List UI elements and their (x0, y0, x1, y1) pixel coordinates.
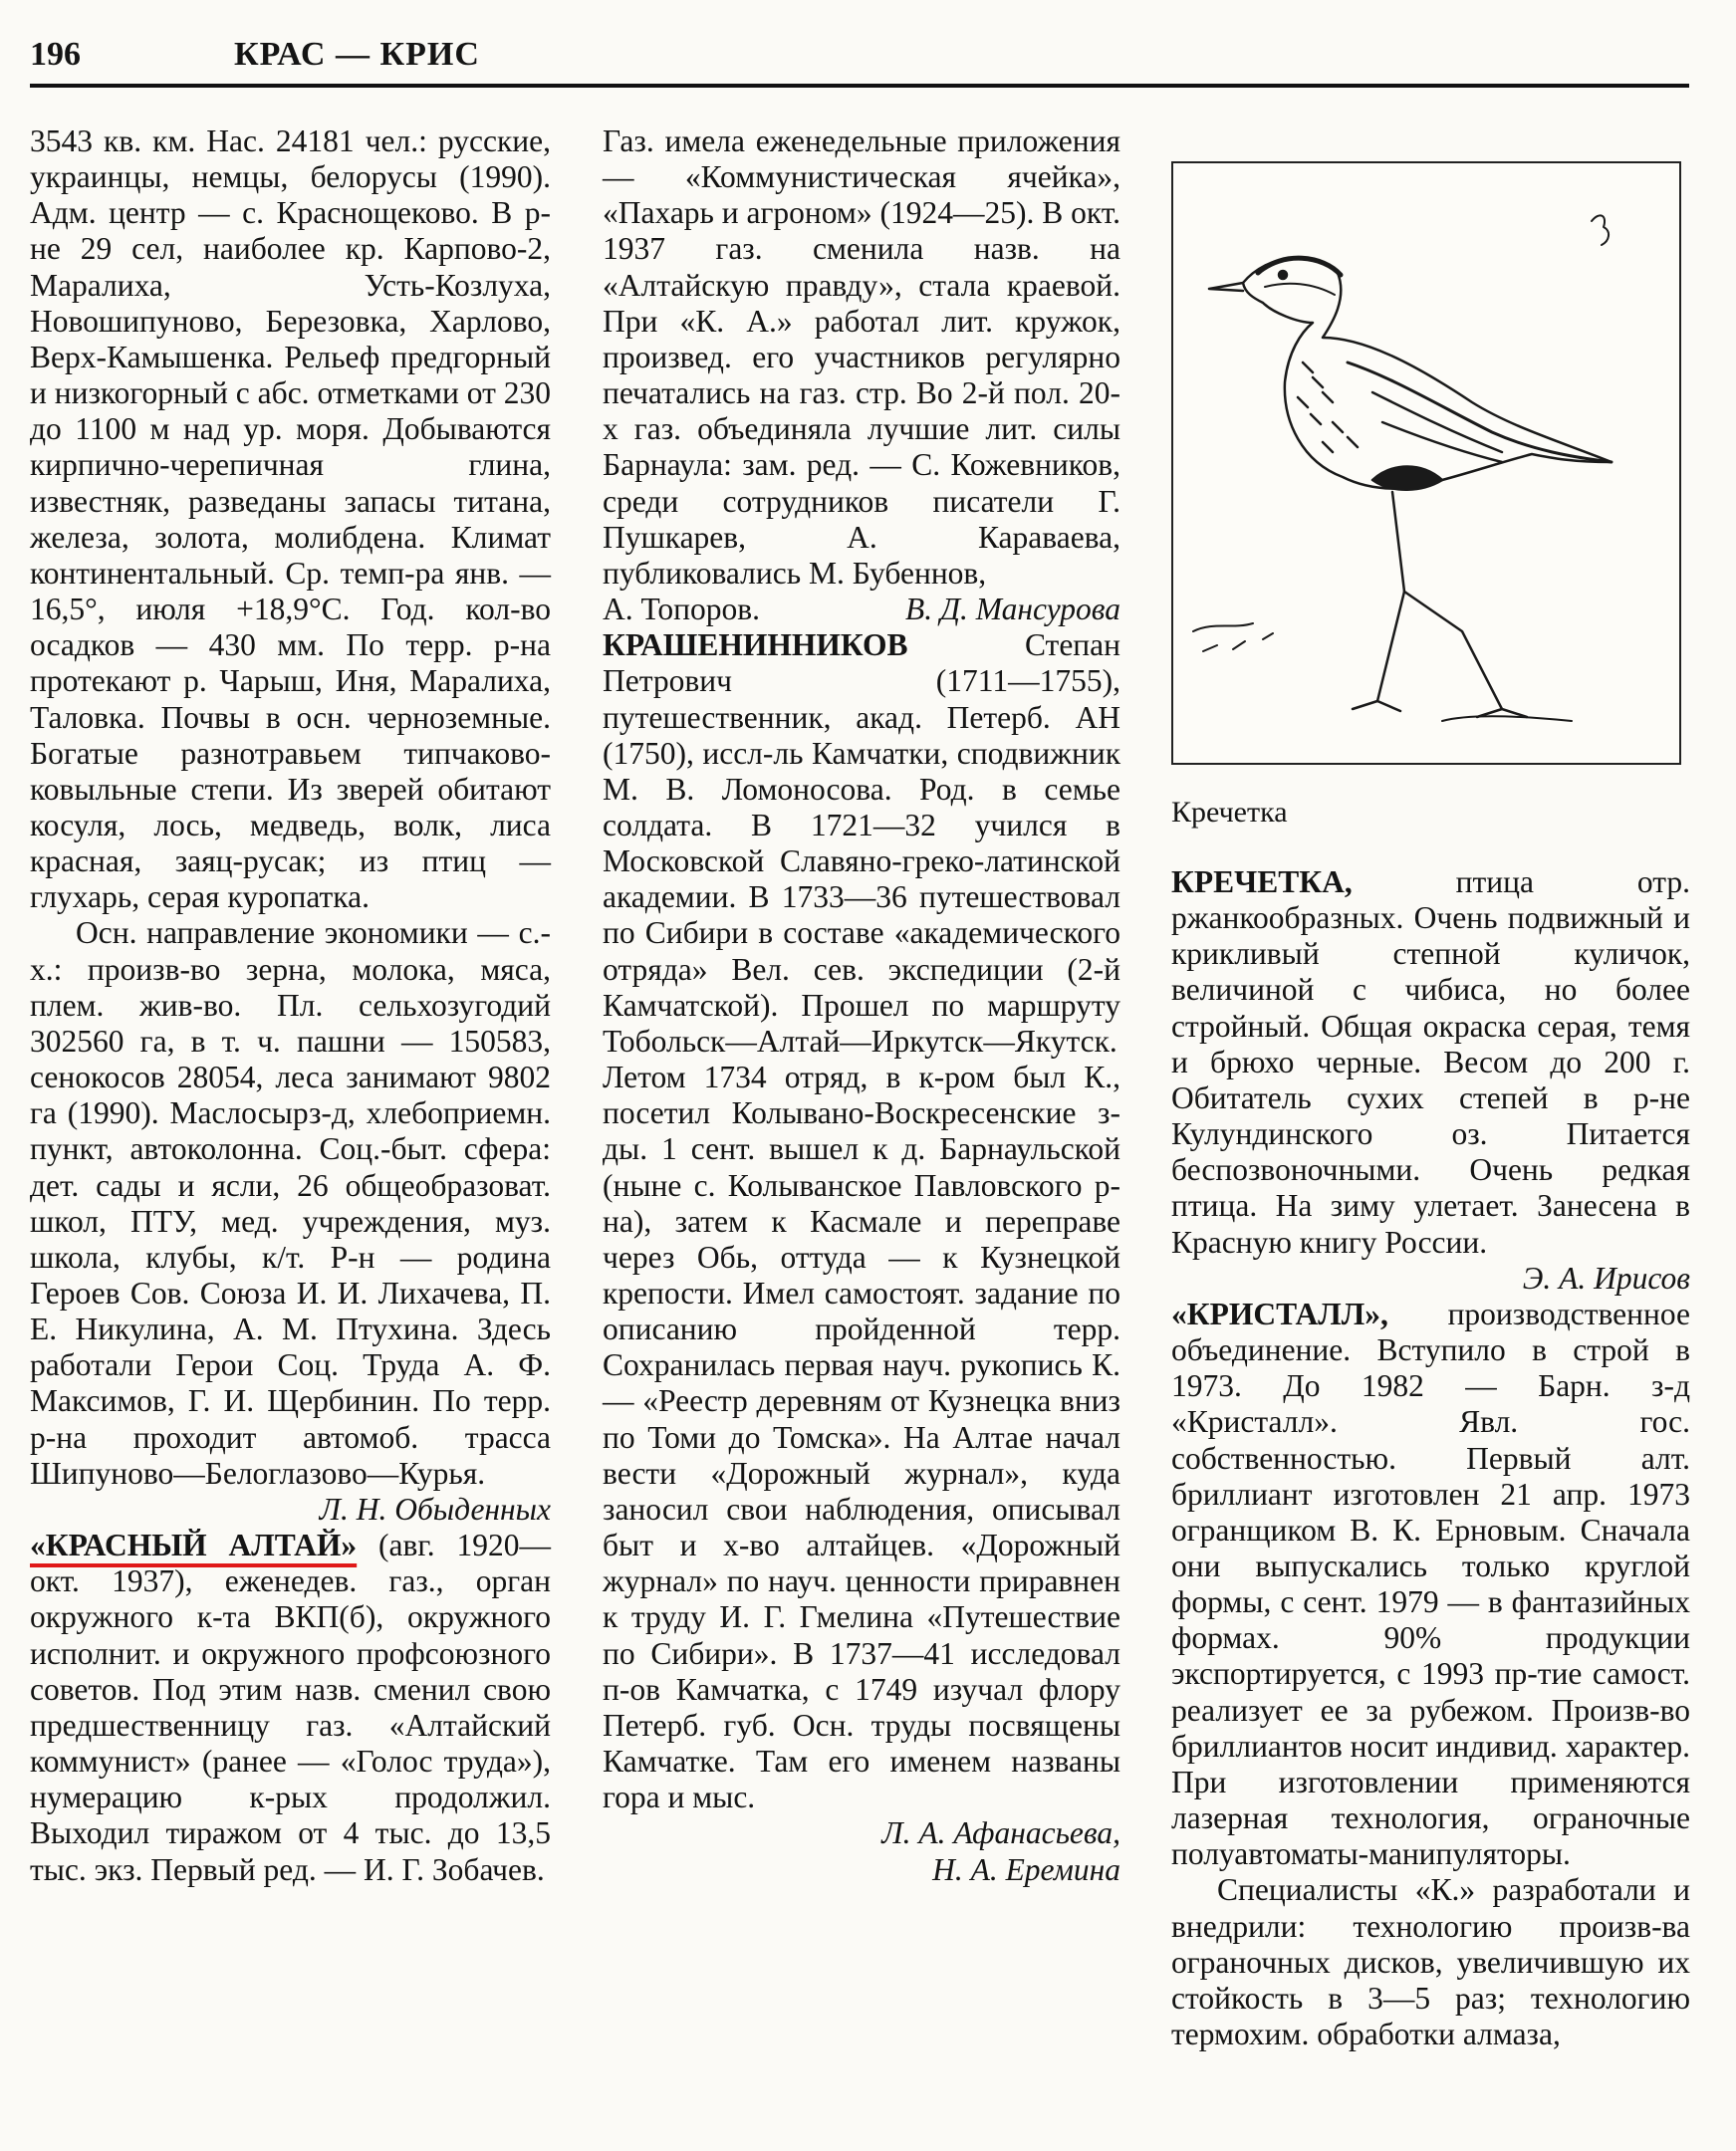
column-2 (603, 123, 1120, 1888)
entry-title-krechetka: КРЕЧЕТКА, (1171, 864, 1353, 899)
header-rule (30, 84, 1689, 88)
column-1 (30, 123, 551, 1888)
entry-title-krasny-altai: «КРАСНЫЙ АЛТАЙ» (30, 1528, 358, 1563)
page-number: 196 (30, 36, 81, 73)
author-signature: Н. А. Еремина (932, 1851, 1120, 1887)
entry-text: производственное объединение. Вступило в строй в 1973. До 1982 — Барн. з-д «Кристалл». Явл. гос. собственностью. Первый алт. бриллиант изготовлен 21 апр. 1973 огранщиком В. К. Ерновым. Сначала они выпускались только круглой формы, с сент. 1979 — в фантазийных формах. 90% продукции экспортируется, с 1993 пр-тие самост. реализует ее за рубежом. Произв-во бриллиантов носит индивид. характер. При изготовлении применяются лазерная технология, ограночные полуавтоматы-манипуляторы. (1171, 1296, 1690, 1872)
entry-text: птица отр. ржанкообразных. Очень подвижный и крикливый степной куличок, величиной с чибиса, но более стройный. Общая окраска серая, темя и брюхо черные. Весом до 200 г. Обитатель сухих степей в р-не Кулундинского оз. Питается беспозвоночными. Очень редкая птица. На зиму улетает. Занесена в Красную книгу России. (1171, 864, 1690, 1260)
entry-title-krasheninnikov: КРАШЕНИННИКОВ (603, 627, 908, 663)
entry-text: Степан Петрович (1711—1755), путешественник, акад. Петерб. АН (1750), иссл-ль Камчатки, сподвижник М. В. Ломоносова. Род. в семье солдата. В 1721—32 учился в Московской Славяно-греко-латинской академии. В 1733—36 путешествовал по Сибири в составе «академического отряда» Вел. сев. экспедиции (2-й Камчатской). Прошел по маршруту Тобольск—Алтай—Иркутск—Якутск. Летом 1734 отряд, в к-ром был К., посетил Колывано-Воскресенские з-ды. 1 сент. вышел к д. Барнаульской (ныне с. Колыванское Павловского р-на), затем к Касмале и переправе через Обь, оттуда — к Кузнецкой крепости. Имел самостоят. задание по описанию пройденной терр. Сохранилась первая науч. рукопись К. — «Реестр деревням от Кузнецка вниз по Томи до Томска». На Алтае начал вести «Дорожный журнал», куда заносил свои наблюдения, описывал быт и х-во алтайцев. «Дорожный журнал» по науч. ценности приравнен к труду И. Г. Гмелина «Путешествие по Сибири». В 1737—41 исследовал п-ов Камчатка, с 1749 изучал флору Петерб. губ. Осн. труды посвящены Камчатке. Там его именем названы гора и мыс. (603, 627, 1120, 1815)
author-signature: В. Д. Мансурова (905, 592, 1120, 627)
column-3 (1171, 864, 1690, 2052)
article-text: А. Топоров. (603, 592, 760, 627)
article-text: Газ. имела еженедельные приложения — «Коммунистическая ячейка», «Пахарь и агроном» (1924—25). В окт. 1937 газ. сменила назв. на «Алтайскую правду», стала краевой. При «К. А.» работал лит. кружок, произвед. его участников регулярно печатались на газ. стр. Во 2-й пол. 20-х газ. объединяла лучшие лит. силы Барнаула: зам. ред. — С. Кожевников, среди сотрудников писатели Г. Пушкарев, А. Караваева, публиковались М. Бубеннов, (603, 123, 1121, 591)
bird-illustration (1171, 161, 1681, 765)
figure-caption: Кречетка (1171, 796, 1288, 829)
author-signature: Э. А. Ирисов (1522, 1260, 1690, 1296)
entry-title-kristall: «КРИСТАЛЛ», (1171, 1296, 1388, 1331)
running-head: КРАС — КРИС (234, 36, 480, 73)
sociable-lapwing-illustration (1173, 163, 1679, 763)
author-signature: Л. Н. Обыденных (319, 1491, 551, 1527)
article-text: Специалисты «К.» разработали и внедрили: технологию произв-ва ограночных дисков, увеличившую их стойкость в 3—5 раз; технологию термохим. обработки алмаза, (1171, 1872, 1690, 2051)
article-text: 3543 кв. км. Нас. 24181 чел.: русские, украинцы, немцы, белорусы (1990). Адм. центр — с. Краснощеково. В р-не 29 сел, наиболее кр. Карпово-2, Маралиха, Усть-Козлуха, Новошипуново, Березовка, Харлово, Верх-Камышенка. Рельеф предгорный и низкогорный с абс. отметками от 230 до 1100 м над ур. моря. Добываются кирпично-черепичная глина, известняк, разведаны запасы титана, железа, золота, молибдена. Климат континентальный. Ср. темп-ра янв. —16,5°, июля +18,9°С. Год. кол-во осадков — 430 мм. По терр. р-на протекают р. Чарыш, Иня, Маралиха, Таловка. Почвы в осн. черноземные. Богатые разнотравьем типчаково-ковыльные степи. Из зверей обитают косуля, лось, медведь, волк, лиса красная, заяц-русак; из птиц — глухарь, серая куропатка. (30, 123, 551, 915)
page-header (30, 30, 1689, 82)
entry-text: (авг. 1920—окт. 1937), еженедев. газ., орган окружного к-та ВКП(б), окружного исполнит. и окружного профсоюзного советов. Под этим назв. сменил свою предшественницу газ. «Алтайский коммунист» (ранее — «Голос труда»), нумерацию к-рых продолжил. Выходил тиражом от 4 тыс. до 13,5 тыс. экз. Первый ред. — И. Г. Зобачев. (30, 1528, 551, 1887)
article-text: Осн. направление экономики — с.-х.: произв-во зерна, молока, мяса, плем. жив-во. Пл. сельхозугодий 302560 га, в т. ч. пашни — 150583, сенокосов 28054, леса занимают 9802 га (1990). Маслосырз-д, хлебоприемн. пункт, автоколонна. Соц.-быт. сфера: дет. сады и ясли, 26 общеобразоват. школ, ПТУ, мед. учреждения, муз. школа, клубы, к/т. Р-н — родина Героев Сов. Союза И. И. Лихачева, П. Е. Никулина, А. М. Птухина. Здесь работали Герои Соц. Труда А. Ф. Максимов, Г. И. Щербинин. По терр. р-на проходит автомоб. трасса Шипуново—Белоглазово—Курья. (30, 915, 551, 1491)
author-signature: Л. А. Афанасьева, (881, 1815, 1120, 1851)
